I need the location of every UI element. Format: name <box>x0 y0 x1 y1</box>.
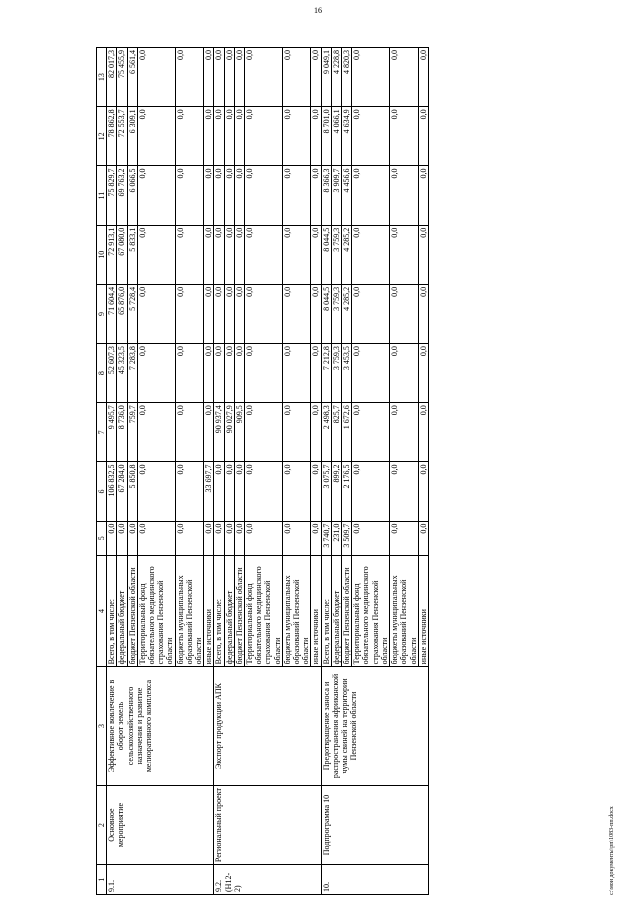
amount-cell: 0,0 <box>137 403 175 462</box>
amount-cell: 0,0 <box>214 225 224 284</box>
amount-cell: 0,0 <box>175 521 204 555</box>
amount-cell: 0,0 <box>214 284 224 343</box>
amount-cell: 0,0 <box>107 521 117 555</box>
page-number: 16 <box>314 6 322 15</box>
amount-cell: 5 833,1 <box>127 225 137 284</box>
amount-cell: 0,0 <box>175 403 204 462</box>
amount-cell: 5 728,4 <box>127 284 137 343</box>
amount-cell: 0,0 <box>234 48 244 107</box>
amount-cell: 4 285,2 <box>342 225 352 284</box>
amount-cell: 0,0 <box>224 344 234 403</box>
amount-cell: 0,0 <box>234 462 244 521</box>
column-header: 12 <box>97 107 107 166</box>
amount-cell: 0,0 <box>224 284 234 343</box>
amount-cell: 3 909,7 <box>331 166 341 225</box>
amount-cell: 0,0 <box>117 521 127 555</box>
funding-source-cell: бюджет Пензенской области <box>127 555 137 667</box>
funding-source-cell: федеральный бюджет <box>224 555 234 667</box>
amount-cell: 0,0 <box>137 48 175 107</box>
column-header: 6 <box>97 462 107 521</box>
amount-cell: 0,0 <box>311 462 321 521</box>
amount-cell: 0,0 <box>418 48 428 107</box>
amount-cell: 0,0 <box>137 225 175 284</box>
item-name-cell: Предотвращение заноса и распространения африканской чумы свиней на территории Пензенской области <box>321 667 428 785</box>
column-header: 11 <box>97 166 107 225</box>
amount-cell: 0,0 <box>352 107 390 166</box>
funding-source-cell: бюджеты муниципальных образований Пензенской области <box>390 555 419 667</box>
amount-cell: 82 017,3 <box>107 48 117 107</box>
header-row <box>97 48 107 895</box>
amount-cell: 0,0 <box>282 403 311 462</box>
amount-cell: 8 044,5 <box>321 284 331 343</box>
amount-cell: 106 832,5 <box>107 462 117 521</box>
amount-cell: 3 759,3 <box>331 225 341 284</box>
amount-cell: 0,0 <box>214 48 224 107</box>
amount-cell: 0,0 <box>418 403 428 462</box>
amount-cell: 0,0 <box>137 462 175 521</box>
column-header: 3 <box>97 667 107 785</box>
row-number-cell: 9.1. <box>107 865 214 895</box>
amount-cell: 0,0 <box>214 107 224 166</box>
amount-cell: 8 044,5 <box>321 225 331 284</box>
amount-cell: 0,0 <box>311 48 321 107</box>
amount-cell: 0,0 <box>137 166 175 225</box>
amount-cell: 0,0 <box>234 166 244 225</box>
amount-cell: 0,0 <box>245 403 283 462</box>
row-number-cell: 9.2. (Н12-2) <box>214 865 321 895</box>
amount-cell: 45 323,5 <box>117 344 127 403</box>
funding-source-cell: Всего, в том числе: <box>214 555 224 667</box>
amount-cell: 90 937,4 <box>214 403 224 462</box>
amount-cell: 0,0 <box>282 166 311 225</box>
amount-cell: 0,0 <box>175 225 204 284</box>
amount-cell: 0,0 <box>175 166 204 225</box>
amount-cell: 0,0 <box>311 344 321 403</box>
amount-cell: 909,5 <box>234 403 244 462</box>
amount-cell: 3 759,3 <box>331 284 341 343</box>
amount-cell: 0,0 <box>245 344 283 403</box>
amount-cell: 4 634,9 <box>342 107 352 166</box>
funding-source-cell: бюджеты муниципальных образований Пензенской области <box>282 555 311 667</box>
amount-cell: 6 309,1 <box>127 107 137 166</box>
table-row <box>321 48 331 895</box>
amount-cell: 0,0 <box>311 284 321 343</box>
amount-cell: 0,0 <box>234 107 244 166</box>
amount-cell: 0,0 <box>282 521 311 555</box>
amount-cell: 0,0 <box>214 166 224 225</box>
amount-cell: 0,0 <box>245 107 283 166</box>
amount-cell: 9 495,7 <box>107 403 117 462</box>
item-name-cell: Эффективное вовлечение в оборот земель сельскохозяйственного назначения и развитие мелиоративного комплекса <box>107 667 214 785</box>
item-name-cell: Экспорт продукции АПК <box>214 667 321 785</box>
amount-cell: 0,0 <box>224 48 234 107</box>
amount-cell: 0,0 <box>418 521 428 555</box>
amount-cell: 4 285,2 <box>342 284 352 343</box>
amount-cell: 65 876,0 <box>117 284 127 343</box>
amount-cell: 0,0 <box>418 462 428 521</box>
amount-cell: 0,0 <box>390 521 419 555</box>
amount-cell: 0,0 <box>390 344 419 403</box>
funding-source-cell: иные источники <box>204 555 214 667</box>
amount-cell: 0,0 <box>282 225 311 284</box>
funding-source-cell: Всего, в том числе: <box>321 555 331 667</box>
amount-cell: 0,0 <box>352 344 390 403</box>
amount-cell: 0,0 <box>204 344 214 403</box>
amount-cell: 78 862,8 <box>107 107 117 166</box>
amount-cell: 0,0 <box>224 166 234 225</box>
row-number-cell: 10. <box>321 865 428 895</box>
amount-cell: 0,0 <box>352 521 390 555</box>
file-path-footer: с:\мои документы\рп\1083-пп.docx <box>609 806 615 895</box>
funding-source-cell: Территориальный фонд обязательного медицинского страхования Пензенской области <box>352 555 390 667</box>
amount-cell: 0,0 <box>418 225 428 284</box>
amount-cell: 0,0 <box>137 107 175 166</box>
amount-cell: 0,0 <box>137 521 175 555</box>
amount-cell: 0,0 <box>352 284 390 343</box>
amount-cell: 3 453,5 <box>342 344 352 403</box>
column-header: 8 <box>97 344 107 403</box>
amount-cell: 0,0 <box>214 462 224 521</box>
column-header: 2 <box>97 785 107 865</box>
column-header: 7 <box>97 403 107 462</box>
amount-cell: 825,7 <box>331 403 341 462</box>
amount-cell: 90 027,9 <box>224 403 234 462</box>
amount-cell: 72 913,1 <box>107 225 117 284</box>
funding-source-cell: бюджеты муниципальных образований Пензенской области <box>175 555 204 667</box>
amount-cell: 3 509,7 <box>342 521 352 555</box>
amount-cell: 0,0 <box>204 48 214 107</box>
amount-cell: 0,0 <box>282 344 311 403</box>
amount-cell: 0,0 <box>311 107 321 166</box>
amount-cell: 75 829,7 <box>107 166 117 225</box>
amount-cell: 0,0 <box>245 225 283 284</box>
table-body <box>107 48 429 895</box>
amount-cell: 0,0 <box>245 462 283 521</box>
amount-cell: 0,0 <box>390 462 419 521</box>
amount-cell: 759,7 <box>127 403 137 462</box>
column-header: 1 <box>97 865 107 895</box>
amount-cell: 0,0 <box>418 284 428 343</box>
funding-source-cell: бюджет Пензенской области <box>234 555 244 667</box>
amount-cell: 2 498,3 <box>321 403 331 462</box>
amount-cell: 72 553,7 <box>117 107 127 166</box>
amount-cell: 0,0 <box>390 107 419 166</box>
amount-cell: 33 697,7 <box>204 462 214 521</box>
amount-cell: 6 066,5 <box>127 166 137 225</box>
amount-cell: 0,0 <box>204 403 214 462</box>
funding-source-cell: Территориальный фонд обязательного медицинского страхования Пензенской области <box>137 555 175 667</box>
amount-cell: 0,0 <box>282 462 311 521</box>
funding-source-cell: федеральный бюджет <box>331 555 341 667</box>
amount-cell: 0,0 <box>390 403 419 462</box>
funding-source-cell: иные источники <box>418 555 428 667</box>
amount-cell: 0,0 <box>390 284 419 343</box>
amount-cell: 0,0 <box>352 166 390 225</box>
amount-cell: 0,0 <box>224 521 234 555</box>
funding-source-cell: Территориальный фонд обязательного медицинского страхования Пензенской области <box>245 555 283 667</box>
amount-cell: 5 850,8 <box>127 462 137 521</box>
amount-cell: 0,0 <box>390 225 419 284</box>
amount-cell: 0,0 <box>204 225 214 284</box>
column-header: 9 <box>97 284 107 343</box>
amount-cell: 0,0 <box>311 166 321 225</box>
budget-table <box>96 47 429 895</box>
amount-cell: 0,0 <box>234 344 244 403</box>
amount-cell: 231,0 <box>331 521 341 555</box>
amount-cell: 71 604,4 <box>107 284 117 343</box>
amount-cell: 0,0 <box>418 166 428 225</box>
amount-cell: 0,0 <box>234 521 244 555</box>
amount-cell: 8 736,0 <box>117 403 127 462</box>
amount-cell: 0,0 <box>311 225 321 284</box>
amount-cell: 4 456,6 <box>342 166 352 225</box>
amount-cell: 0,0 <box>214 344 224 403</box>
amount-cell: 0,0 <box>214 521 224 555</box>
amount-cell: 0,0 <box>282 284 311 343</box>
amount-cell: 8 366,3 <box>321 166 331 225</box>
item-type-cell: Региональный проект <box>214 785 321 865</box>
funding-source-cell: бюджет Пензенской области <box>342 555 352 667</box>
amount-cell: 0,0 <box>175 344 204 403</box>
amount-cell: 0,0 <box>311 521 321 555</box>
amount-cell: 69 763,2 <box>117 166 127 225</box>
amount-cell: 4 228,8 <box>331 48 341 107</box>
amount-cell: 8 701,0 <box>321 107 331 166</box>
amount-cell: 0,0 <box>352 403 390 462</box>
funding-source-cell: иные источники <box>311 555 321 667</box>
amount-cell: 3 075,7 <box>321 462 331 521</box>
amount-cell: 0,0 <box>137 284 175 343</box>
amount-cell: 0,0 <box>175 462 204 521</box>
funding-source-cell: Всего, в том числе: <box>107 555 117 667</box>
amount-cell: 7 283,8 <box>127 344 137 403</box>
amount-cell: 0,0 <box>224 462 234 521</box>
item-type-cell: Основное мероприятие <box>107 785 214 865</box>
amount-cell: 0,0 <box>245 284 283 343</box>
amount-cell: 0,0 <box>418 344 428 403</box>
column-header: 5 <box>97 521 107 555</box>
column-header: 4 <box>97 555 107 667</box>
table-row <box>214 48 224 895</box>
amount-cell: 67 284,0 <box>117 462 127 521</box>
amount-cell: 0,0 <box>352 225 390 284</box>
amount-cell: 0,0 <box>204 284 214 343</box>
amount-cell: 899,2 <box>331 462 341 521</box>
amount-cell: 0,0 <box>352 48 390 107</box>
amount-cell: 4 820,3 <box>342 48 352 107</box>
amount-cell: 7 212,8 <box>321 344 331 403</box>
amount-cell: 0,0 <box>390 166 419 225</box>
amount-cell: 52 607,3 <box>107 344 117 403</box>
amount-cell: 0,0 <box>418 107 428 166</box>
amount-cell: 0,0 <box>127 521 137 555</box>
amount-cell: 75 455,9 <box>117 48 127 107</box>
amount-cell: 0,0 <box>245 48 283 107</box>
amount-cell: 0,0 <box>234 225 244 284</box>
amount-cell: 0,0 <box>204 166 214 225</box>
amount-cell: 0,0 <box>204 521 214 555</box>
amount-cell: 9 049,1 <box>321 48 331 107</box>
amount-cell: 4 066,1 <box>331 107 341 166</box>
amount-cell: 0,0 <box>282 107 311 166</box>
amount-cell: 0,0 <box>245 521 283 555</box>
amount-cell: 3 759,3 <box>331 344 341 403</box>
amount-cell: 3 740,7 <box>321 521 331 555</box>
amount-cell: 0,0 <box>234 284 244 343</box>
amount-cell: 6 561,4 <box>127 48 137 107</box>
amount-cell: 0,0 <box>224 107 234 166</box>
amount-cell: 0,0 <box>175 284 204 343</box>
amount-cell: 0,0 <box>204 107 214 166</box>
amount-cell: 0,0 <box>175 48 204 107</box>
amount-cell: 0,0 <box>224 225 234 284</box>
amount-cell: 0,0 <box>175 107 204 166</box>
amount-cell: 1 672,6 <box>342 403 352 462</box>
table-row <box>107 48 117 895</box>
amount-cell: 0,0 <box>352 462 390 521</box>
amount-cell: 0,0 <box>137 344 175 403</box>
column-header: 13 <box>97 48 107 107</box>
item-type-cell: Подпрограмма 10 <box>321 785 428 865</box>
column-header: 10 <box>97 225 107 284</box>
amount-cell: 67 080,0 <box>117 225 127 284</box>
amount-cell: 0,0 <box>390 48 419 107</box>
amount-cell: 0,0 <box>245 166 283 225</box>
amount-cell: 0,0 <box>311 403 321 462</box>
amount-cell: 2 176,5 <box>342 462 352 521</box>
amount-cell: 0,0 <box>282 48 311 107</box>
funding-source-cell: федеральный бюджет <box>117 555 127 667</box>
